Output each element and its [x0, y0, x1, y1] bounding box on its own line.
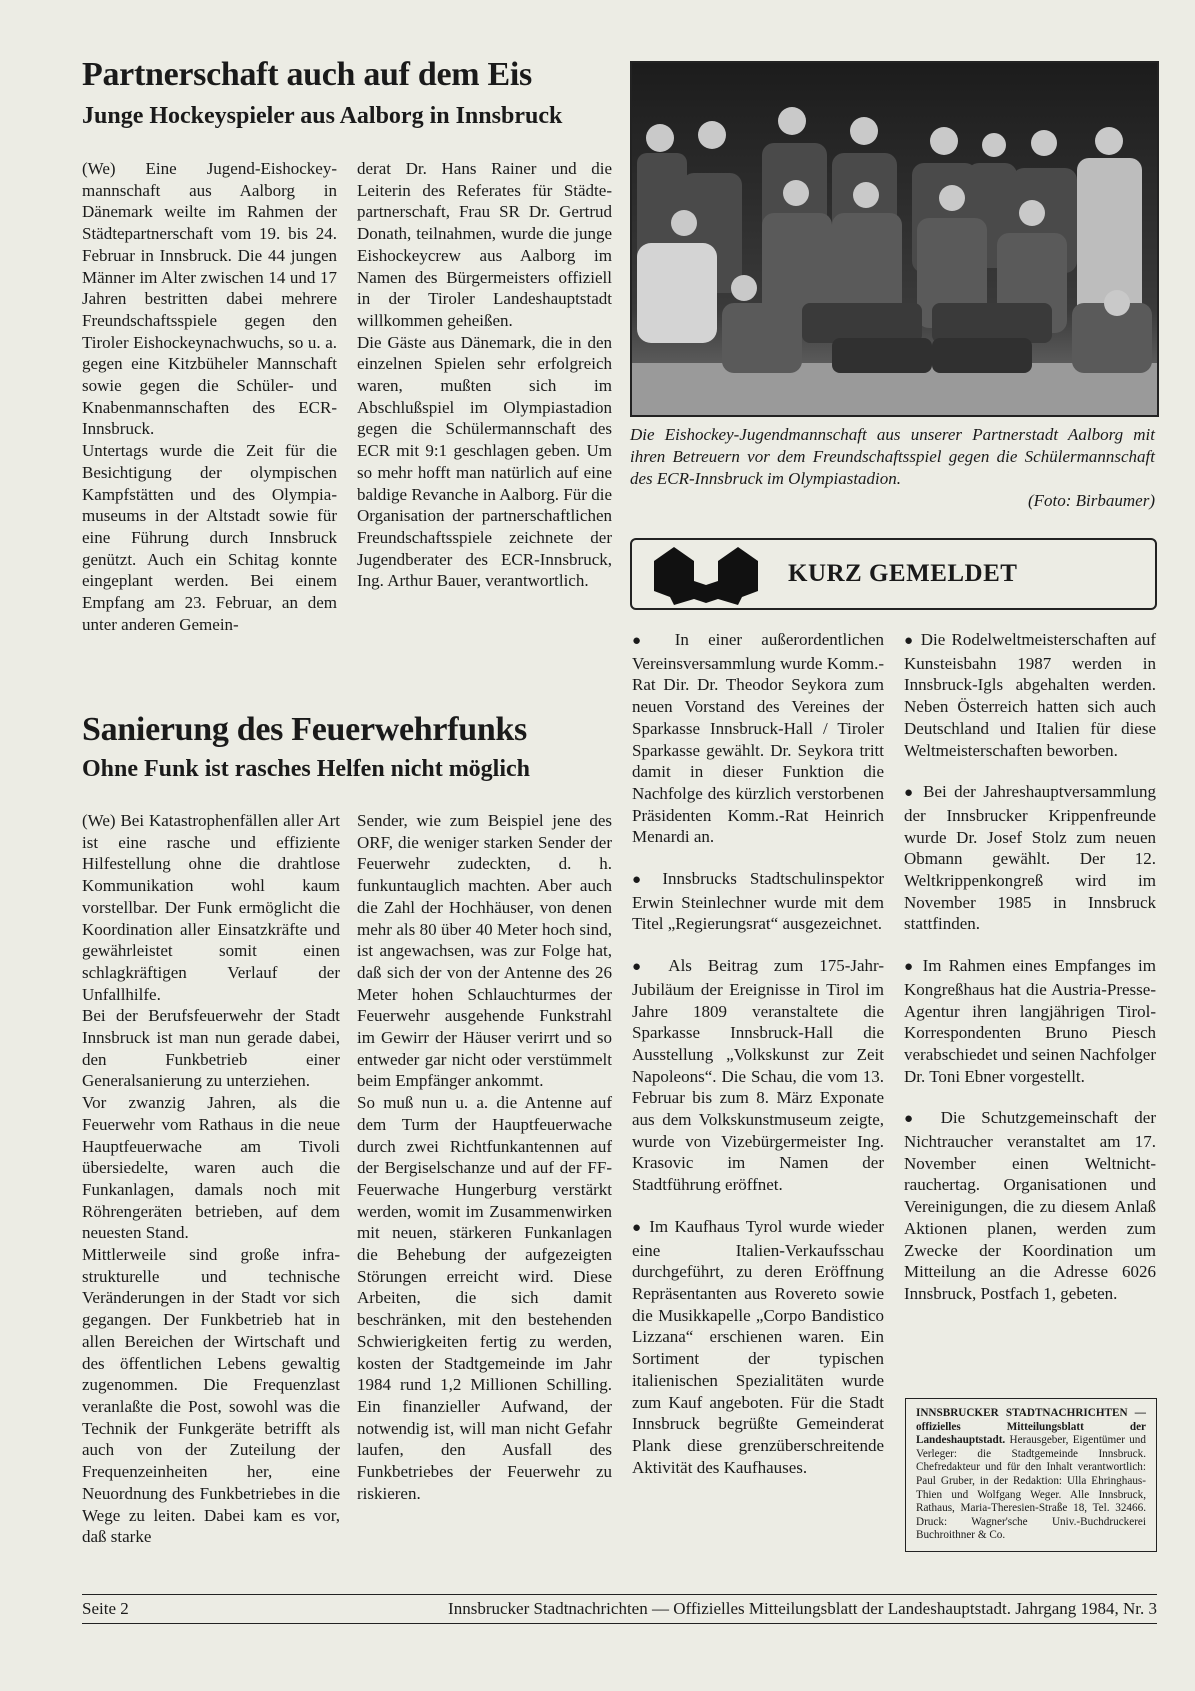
paragraph: Sender, wie zum Beispiel jene des ORF, die weniger starken Sender der Feuerwehr zudeckten, d. h. funkuntauglich machten. Aber auch die Zahl der Hochhäuser, von denen mehr als 80 über 40 Meter hoch sind, ist angewachsen, was zur Folge hat, daß sich der von der Antenne des 26 Meter hohen Schlauchturmes der Feuerwehr ausgehende Funkstrahl im Gewirr der Häuser verirrt und so entweder gar nicht oder verstümmelt beim Empfänger ankommt.	[357, 811, 612, 1091]
kurz-gemeldet-header	[630, 538, 1157, 610]
paragraph: derat Dr. Hans Rainer und die Leiterin des Referates für Städtepartnerschaft, Frau SR Dr. Gertrud Donath, teilnahmen, wurde die junge Eishockeycrew aus Aalborg im Namen des Bürgermeisters offiziell in der Tiroler Landeshauptstadt willkommen geheißen.	[357, 159, 612, 330]
article2-column-2	[357, 810, 612, 1505]
news-item: ● Die Rodelweltmeisterschaften auf Kunsteisbahn 1987 werden in Innsbruck-Igls abgehalten werden. Neben Österreich hatten sich auch Deutschland und Italien für diese Weltmeisterschaften beworben.	[904, 629, 1156, 761]
article2-title: Sanierung des Feuerwehrfunks	[82, 711, 527, 748]
footer-rule-bottom	[82, 1623, 1157, 1624]
paragraph: Vor zwanzig Jahren, als die Feuerwehr vom Rathaus in die neue Hauptfeuerwache am Tivoli übersiedelte, waren auch die Funkanlagen, damals noch mit Röhrengeräten betrieben, auf dem neuesten Stand.	[82, 1093, 340, 1243]
kurz-gemeldet-title: KURZ GEMELDET	[788, 560, 1018, 587]
kurz-column-1	[632, 629, 884, 1478]
news-item: ● Im Rahmen eines Empfanges im Kongreßhaus hat die Austria-Presse-Agentur ihren langjährigen Tirol-Korrespondenten Bruno Piesch verabschiedet und seinen Nachfolger Dr. Toni Ebner vorgestellt.	[904, 955, 1156, 1087]
publication-line: Innsbrucker Stadtnachrichten — Offizielles Mitteilungsblatt der Landeshauptstadt. Jahrgang 1984, Nr. 3	[448, 1599, 1157, 1618]
kurz-column-2	[904, 629, 1156, 1305]
impressum-box	[905, 1398, 1157, 1552]
tyrolean-eagle-icon	[646, 541, 766, 607]
news-item: ● Als Beitrag zum 175-Jahr-Jubiläum der Ereignisse in Tirol im Jahre 1809 veranstaltete die Sparkasse Innsbruck-Hall die Ausstellung „Volkskunst zur Zeit Napoleons“. Die Schau, die vom 13. Februar bis zum 8. März Exponate aus dem Volkskunstmuseum zeigte, wurde von Vizebürgermeister Ing. Krasovic im Namen der Stadtführung eröffnet.	[632, 955, 884, 1196]
paragraph: Die Gäste aus Dänemark, die in den einzelnen Spielen sehr erfolgreich waren, mußten sich im Abschlußspiel im Olympiastadion gegen die Schülermannschaft des ECR mit 9:1 geschlagen geben. Um so mehr hofft man natürlich auf eine baldige Revanche in Aalborg. Für die Organisation der partnerschaftlichen Freundschaftsspiele zeichnete der Jugendberater des ECR-Innsbruck, Ing. Arthur Bauer, verantwortlich.	[357, 332, 612, 591]
news-item: ● Innsbrucks Stadtschulinspektor Erwin Steinlechner wurde mit dem Titel „Regierungsrat“ ausgezeichnet.	[632, 868, 884, 935]
news-item: ● Im Kaufhaus Tyrol wurde wieder eine Italien-Verkaufsschau durchgeführt, zu deren Eröffnung Repräsentanten aus Rovereto sowie die Musikkapelle „Corpo Bandistico Lizzana“ erschienen waren. Ein Sortiment der typischen italienischen Spezialitäten wurde zum Kauf angeboten. Für die Stadt Innsbruck begrüßte Gemeinderat Plank diese grenzüberschreitende Aktivität des Kaufhauses.	[632, 1216, 884, 1478]
page-number: Seite 2	[82, 1599, 129, 1618]
news-item: ● In einer außerordentlichen Vereinsversammlung wurde Komm.-Rat Dir. Dr. Theodor Seykora zum neuen Vorstand des Vereines der Sparkasse Innsbruck-Hall / Tiroler Sparkasse gewählt. Dr. Seykora tritt damit in dieser Funktion die Nachfolge des kürzlich verstorbenen Präsidenten Komm.-Rat Heinrich Menardi an.	[632, 629, 884, 848]
article1-subtitle: Junge Hockeyspieler aus Aalborg in Innsbruck	[82, 103, 563, 129]
paragraph: Untertags wurde die Zeit für die Besichtigung der olympischen Kampfstätten und des Olympiamuseums in der Altstadt sowie für eine Führung durch Innsbruck genützt. Auch ein Schitag konnte eingeplant werden. Bei einem Empfang am 23. Februar, an dem unter anderen Gemein-	[82, 441, 337, 634]
paragraph: (We) Eine Jugend-Eishockeymannschaft aus Aalborg in Dänemark weilte im Rahmen der Städtepartnerschaft vom 19. bis 24. Februar in Innsbruck. Die 44 jungen Männer im Alter zwischen 14 und 17 Jahren bestritten dabei mehrere Freundschaftsspiele gegen den Tiroler Eishockeynachwuchs, so u. a. gegen eine Kitzbüheler Mannschaft sowie gegen die Schüler- und Knabenmannschaften des ECR-Innsbruck.	[82, 159, 337, 439]
caption-text: Die Eishockey-Jugendmannschaft aus unserer Partnerstadt Aalborg mit ihren Betreuern vor dem Freundschaftsspiel gegen die Schülermannschaft des ECR-Innsbruck im Olympiastadion.	[630, 425, 1155, 488]
article2-subtitle: Ohne Funk ist rasches Helfen nicht möglich	[82, 756, 531, 782]
photo-credit: (Foto: Birbaumer)	[1027, 491, 1155, 510]
photo-caption	[630, 424, 1155, 512]
article1-column-2	[357, 158, 612, 592]
article2-column-1	[82, 810, 340, 1548]
paragraph: Bei der Berufsfeuerwehr der Stadt Innsbruck ist man nun gerade dabei, den Funkbetrieb einer Generalsanierung zu unterziehen.	[82, 1006, 340, 1091]
news-item: ● Die Schutzgemeinschaft der Nichtraucher veranstaltet am 17. November einen Weltnichtrauchertag. Organisationen und Vereinigungen, die zu diesem Anlaß Aktionen planen, werden zum Zwecke der Koordination um Mitteilung an die Adresse 6026 Innsbruck, Postfach 1, gebeten.	[904, 1107, 1156, 1304]
paragraph: Mittlerweile sind große infrastrukturelle und technische Veränderungen in der Stadt vor sich gegangen. Der Funkbetrieb hat in allen Bereichen der Wirtschaft und des öffentlichen Lebens gewaltig zugenommen. Die Frequenzlast veranlaßte die Post, sowohl was die Technik der Funkgeräte betrifft als auch von der Zuteilung der Frequenzeinheiten her, eine Neuordnung des Funkbetriebes in die Wege zu leiten. Dabei kam es vor, daß starke	[82, 1245, 340, 1547]
article1-column-1	[82, 158, 337, 635]
news-item: ● Bei der Jahreshauptversammlung der Innsbrucker Krippenfreunde wurde Dr. Josef Stolz zum neuen Obmann gewählt. Der 12. Weltkrippenkongreß wird im November 1985 in Innsbruck stattfinden.	[904, 781, 1156, 935]
article1-title: Partnerschaft auch auf dem Eis	[82, 56, 532, 93]
footer-rule-top	[82, 1594, 1157, 1595]
impressum-head: INNSBRUCKER STADTNACHRICHTEN — offizielles Mitteilungsblatt der Landeshauptstadt.	[916, 1407, 1146, 1447]
impressum-body: Herausgeber, Eigentümer und Verleger: die Stadtgemeinde Innsbruck. Chefredakteur und für den Inhalt verantwortlich: Paul Gruber, in der Redaktion: Ulla Ehringhaus-Thien und Wolfgang Weger. Alle Innsbruck, Rathaus, Maria-Theresien-Straße 18, Tel. 32466. Druck: Wagner'sche Univ.-Buchdruckerei Buchroithner & Co.	[916, 1434, 1146, 1542]
paragraph: (We) Bei Katastrophenfällen aller Art ist eine rasche und effiziente Hilfestellung ohne die drahtlose Kommunikation wohl kaum vorstellbar. Der Funk ermöglicht die Koordination aller Einsatzkräfte und gewährleistet somit einen schlagkräftigen Verlauf der Unfallhilfe.	[82, 811, 340, 1004]
team-photo-illustration	[632, 63, 1157, 415]
page-footer	[82, 1599, 1157, 1619]
team-photo	[630, 61, 1159, 417]
paragraph: So muß nun u. a. die Antenne auf dem Turm der Hauptfeuerwache durch zwei Richtfunkantennen auf der Bergiselschanze und auf der FF-Feuerwache Hungerburg verstärkt werden, womit im Zusammenwirken mit neuen, stärkeren Funkanlagen die Behebung der aufgezeigten Störungen erreicht wird. Diese Arbeiten, die sich damit beschränken, mit den bestehenden Schwierigkeiten fertig zu werden, kosten der Stadtgemeinde im Jahr 1984 rund 1,2 Millionen Schilling. Ein finanzieller Aufwand, der notwendig ist, will man nicht Gefahr laufen, den Ausfall des Funkbetriebes der Feuerwehr zu riskieren.	[357, 1093, 612, 1503]
